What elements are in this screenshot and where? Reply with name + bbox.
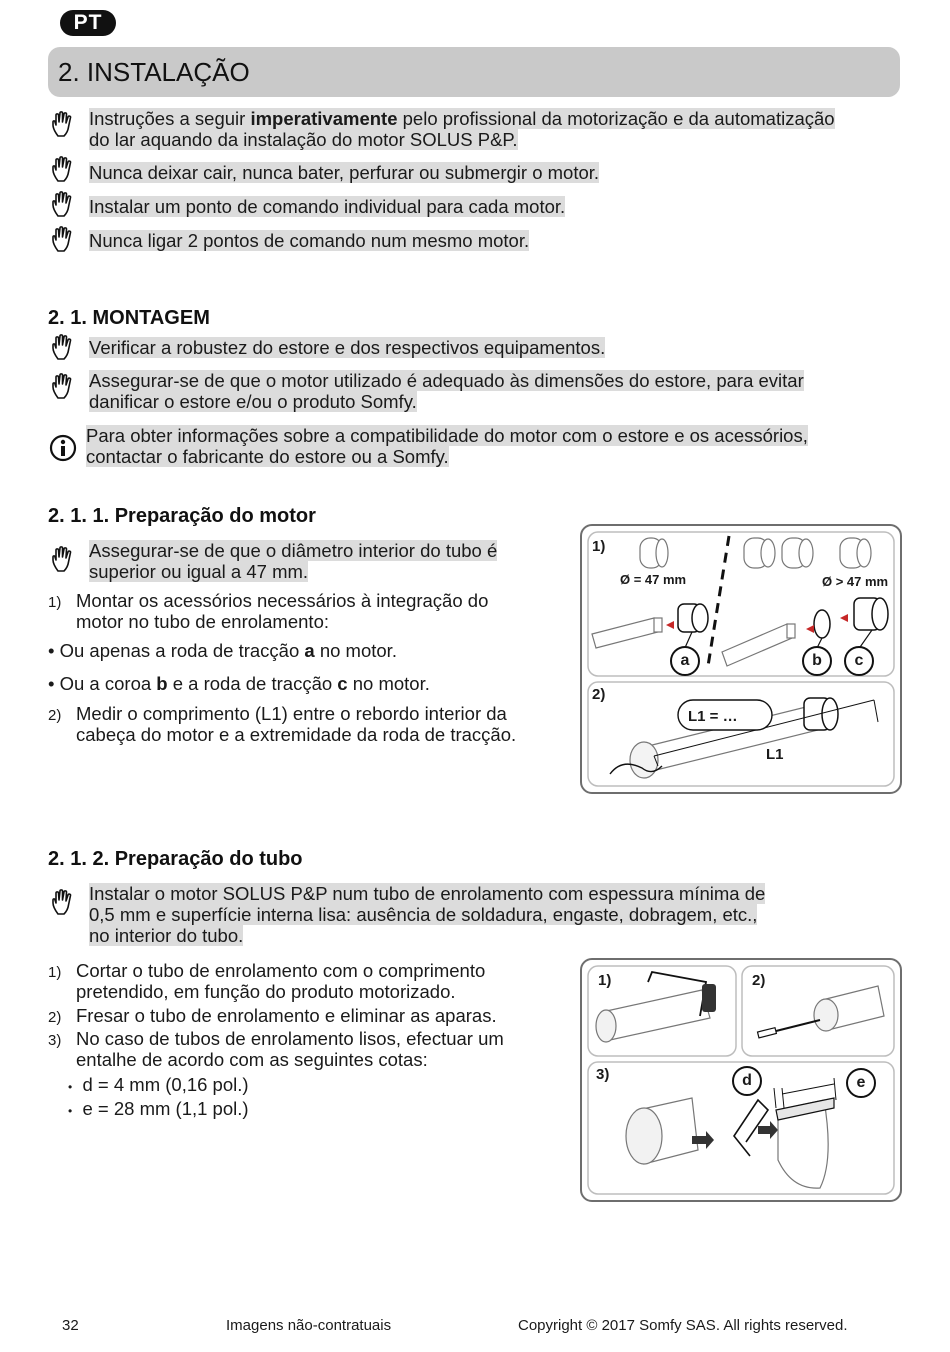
warning-text: Instalar um ponto de comando individual para cada motor. <box>89 196 566 217</box>
info-icon <box>49 434 77 462</box>
step-number: 3) <box>48 1032 62 1049</box>
hand-warning-icon <box>50 190 80 220</box>
step-number: 2) <box>48 707 62 724</box>
l1-value-box: L1 = … <box>688 708 738 725</box>
fig-label: 2) <box>592 686 606 703</box>
step-number: 1) <box>48 594 62 611</box>
bullet-text: • Ou a coroa b e a roda de tracção c no motor. <box>48 673 430 694</box>
step-number: 1) <box>48 964 62 981</box>
warning-text: Verificar a robustez do estore e dos respectivos equipamentos. <box>89 337 606 358</box>
bullet-text: • Ou apenas a roda de tracção a no motor. <box>48 640 397 661</box>
step-number: 2) <box>48 1009 62 1026</box>
step-text: Cortar o tubo de enrolamento com o comprimento pretendido, em função do produto motorizado. <box>76 960 486 1002</box>
callout-a: a <box>670 646 700 676</box>
diameter-greater-label: Ø > 47 mm <box>822 574 889 589</box>
section-title: 2. INSTALAÇÃO <box>58 57 250 87</box>
callout-b: b <box>802 646 832 676</box>
fig-label: 3) <box>596 1066 610 1083</box>
warning-text: Nunca deixar cair, nunca bater, perfurar ou submergir o motor. <box>89 162 600 183</box>
hand-warning-icon <box>50 155 80 185</box>
motor-figure <box>580 524 902 794</box>
callout-d: d <box>732 1066 762 1096</box>
callout-e: e <box>846 1068 876 1098</box>
warning-text: Assegurar-se de que o motor utilizado é adequado às dimensões do estore, para evitar <box>89 370 804 391</box>
page-number: 32 <box>62 1317 79 1334</box>
l1-dimension-label: L1 <box>766 746 784 763</box>
language-badge: PT <box>60 10 116 36</box>
warning-text: Instruções a seguir imperativamente pelo profissional da motorização e da automatização <box>89 108 835 129</box>
step-text: No caso de tubos de enrolamento lisos, efectuar um entalhe de acordo com as seguintes cotas: <box>76 1028 504 1070</box>
hand-warning-icon <box>50 110 80 140</box>
fig-label: 2) <box>752 972 766 989</box>
hand-warning-icon <box>50 333 80 363</box>
callout-c: c <box>844 646 874 676</box>
warning-text: Assegurar-se de que o diâmetro interior do tubo é <box>89 540 498 561</box>
hand-warning-icon <box>50 372 80 402</box>
info-text: Para obter informações sobre a compatibilidade do motor com o estore e os acessórios, <box>86 425 808 446</box>
hand-warning-icon <box>50 545 80 575</box>
heading-prep-motor: 2. 1. 1. Preparação do motor <box>48 505 316 527</box>
fig-label: 1) <box>598 972 612 989</box>
step-text: Fresar o tubo de enrolamento e eliminar as aparas. <box>76 1005 497 1026</box>
hand-warning-icon <box>50 888 80 918</box>
heading-prep-tubo: 2. 1. 2. Preparação do tubo <box>48 848 303 870</box>
step-text: Montar os acessórios necessários à integração do motor no tubo de enrolamento: <box>76 590 489 632</box>
step-text: Medir o comprimento (L1) entre o rebordo interior da cabeça do motor e a extremidade da roda de tracção. <box>76 703 517 745</box>
heading-montagem: 2. 1. MONTAGEM <box>48 307 210 329</box>
hand-warning-icon <box>50 225 80 255</box>
tube-figure <box>580 958 902 1202</box>
fig-label: 1) <box>592 538 606 555</box>
footer-disclaimer: Imagens não-contratuais <box>226 1317 392 1334</box>
bullet-text: • d = 4 mm (0,16 pol.) <box>68 1074 249 1095</box>
warning-text-line2: 0,5 mm e superfície interna lisa: ausência de soldadura, engaste, dobragem, etc., <box>89 904 758 925</box>
warning-text-line2: superior ou igual a 47 mm. <box>89 561 309 582</box>
info-text-line2: contactar o fabricante do estore ou a Somfy. <box>86 446 449 467</box>
footer-copyright: Copyright © 2017 Somfy SAS. All rights reserved. <box>518 1317 848 1334</box>
warning-text: Nunca ligar 2 pontos de comando num mesmo motor. <box>89 230 530 251</box>
warning-text-line2: do lar aquando da instalação do motor SOLUS P&P. <box>89 129 518 150</box>
warning-text-line2: danificar o estore e/ou o produto Somfy. <box>89 391 417 412</box>
warning-text: Instalar o motor SOLUS P&P num tubo de enrolamento com espessura mínima de <box>89 883 766 904</box>
warning-text-line3: no interior do tubo. <box>89 925 244 946</box>
bullet-text: • e = 28 mm (1,1 pol.) <box>68 1098 249 1119</box>
diameter-equal-label: Ø = 47 mm <box>620 572 687 587</box>
